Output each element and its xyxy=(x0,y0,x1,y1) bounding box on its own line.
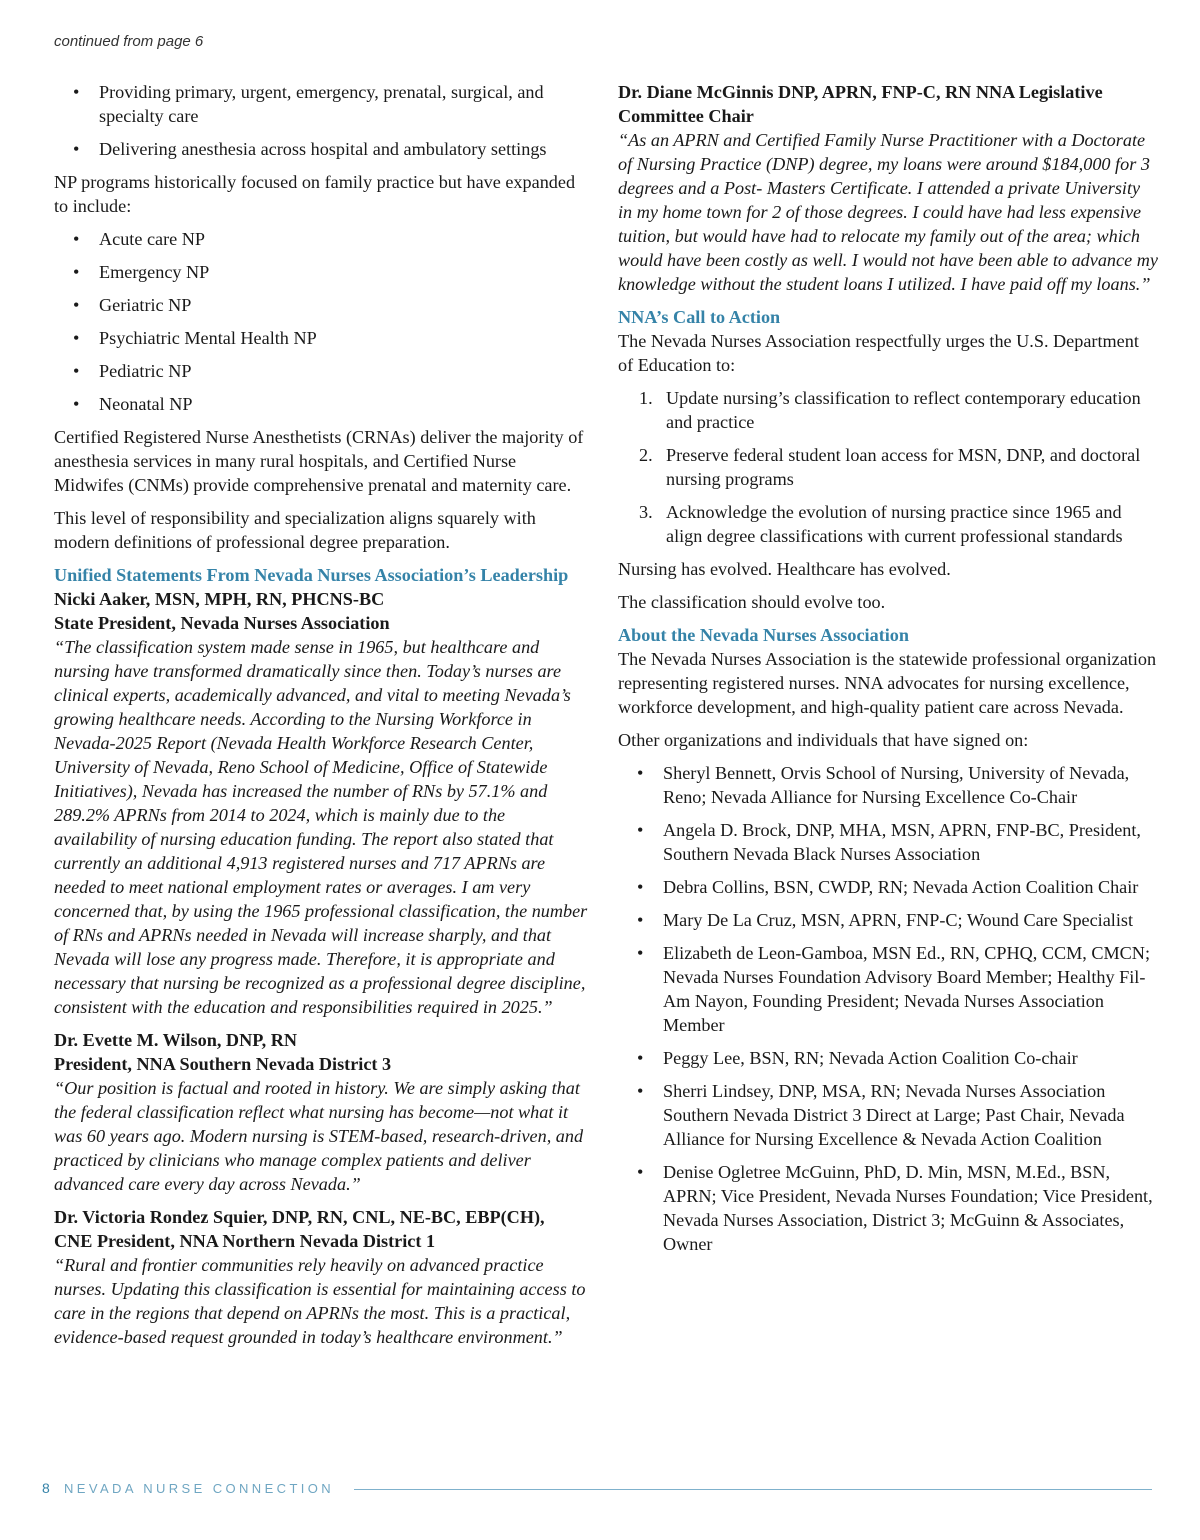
list-item: • Acute care NP xyxy=(54,227,588,251)
list-item: • Delivering anesthesia across hospital and ambulatory settings xyxy=(54,137,588,161)
list-item: • Sheryl Bennett, Orvis School of Nursing, University of Nevada, Reno; Nevada Alliance for Nursing Excellence Co-Chair xyxy=(618,761,1158,809)
list-item: • Providing primary, urgent, emergency, prenatal, surgical, and specialty care xyxy=(54,80,588,128)
page-footer xyxy=(42,1480,1152,1500)
list-item xyxy=(618,386,1158,434)
list-item: • Debra Collins, BSN, CWDP, RN; Nevada Action Coalition Chair xyxy=(618,875,1158,899)
list-item: • Geriatric NP xyxy=(54,293,588,317)
evolved-line: Nursing has evolved. Healthcare has evolved. xyxy=(618,559,951,579)
intro-bullet-list xyxy=(54,80,588,161)
continued-label: continued from page 6 xyxy=(54,33,204,50)
right-column xyxy=(618,80,1158,1265)
statement-name: Nicki Aaker, MSN, MPH, RN, PHCNS-BC xyxy=(54,589,385,609)
list-item: • Psychiatric Mental Health NP xyxy=(54,326,588,350)
alignment-paragraph: This level of responsibility and specialization aligns squarely with modern definitions of professional degree preparation. xyxy=(54,508,536,552)
statement-title: President, NNA Southern Nevada District 3 xyxy=(54,1054,392,1074)
statement-block xyxy=(54,1028,588,1196)
signers-list xyxy=(618,761,1158,1256)
list-item-text: Acknowledge the evolution of nursing practice since 1965 and align degree classifications with current professional standards xyxy=(666,502,1123,546)
list-item: • Neonatal NP xyxy=(54,392,588,416)
statement-title: State President, Nevada Nurses Association xyxy=(54,613,390,633)
list-item: • Peggy Lee, BSN, RN; Nevada Action Coalition Co-chair xyxy=(618,1046,1158,1070)
statement-block xyxy=(54,587,588,1019)
np-intro-paragraph: NP programs historically focused on family practice but have expanded to include: xyxy=(54,172,576,216)
list-number: 1. xyxy=(639,388,653,408)
signers-intro: Other organizations and individuals that have signed on: xyxy=(618,730,1029,750)
list-item-text: Preserve federal student loan access for MSN, DNP, and doctoral nursing programs xyxy=(666,445,1141,489)
statement-title: CNE President, NNA Northern Nevada District 1 xyxy=(54,1231,436,1251)
mcginnis-quote: “As an APRN and Certified Family Nurse Practitioner with a Doctorate of Nursing Practice (DNP) degree, my loans were around $184,000 for 3 degrees and a Post- Masters Certificate. I attended a private University in my home town for 2 of those degrees. I could have had less expensive tuition, but would have had to relocate my family out of the area; which would have been costly as well. I would not have been able to advance my knowledge without the student loans I utilized. I have paid off my loans.” xyxy=(618,130,1158,294)
list-item xyxy=(618,500,1158,548)
page-number: 8 xyxy=(42,1480,50,1496)
crna-paragraph: Certified Registered Nurse Anesthetists (CRNAs) deliver the majority of anesthesia services in many rural hospitals, and Certified Nurse Midwifes (CNMs) provide comprehensive prenatal and maternity care. xyxy=(54,427,584,495)
list-item: • Pediatric NP xyxy=(54,359,588,383)
list-item: • Mary De La Cruz, MSN, APRN, FNP-C; Wound Care Specialist xyxy=(618,908,1158,932)
statement-block xyxy=(54,1205,588,1349)
list-number: 3. xyxy=(639,502,653,522)
list-item: • Sherri Lindsey, DNP, MSA, RN; Nevada Nurses Association Southern Nevada District 3 Direct at Large; Past Chair, Nevada Alliance for Nursing Excellence & Nevada Action Coalition xyxy=(618,1079,1158,1151)
list-item xyxy=(618,443,1158,491)
list-item: • Elizabeth de Leon-Gamboa, MSN Ed., RN, CPHQ, CCM, CMCN; Nevada Nurses Foundation Advisory Board Member; Healthy Fil-Am Nayon, Founding President; Nevada Nurses Association Member xyxy=(618,941,1158,1037)
call-intro-paragraph: The Nevada Nurses Association respectfully urges the U.S. Department of Education to: xyxy=(618,331,1139,375)
statement-name: Dr. Victoria Rondez Squier, DNP, RN, CNL, NE-BC, EBP(CH), xyxy=(54,1207,545,1227)
about-paragraph: The Nevada Nurses Association is the statewide professional organization representing registered nurses. NNA advocates for nursing excellence, workforce development, and high-quality patient care across Nevada. xyxy=(618,649,1157,717)
call-to-action-list xyxy=(618,386,1158,548)
list-item: • Denise Ogletree McGuinn, PhD, D. Min, MSN, M.Ed., BSN, APRN; Vice President, Nevada Nurses Foundation; Vice President, Nevada Nurses Association, District 3; McGuinn & Associates, Owner xyxy=(618,1160,1158,1256)
mcginnis-name: Dr. Diane McGinnis DNP, APRN, FNP-C, RN NNA Legislative Committee Chair xyxy=(618,82,1103,126)
evolve-too-line: The classification should evolve too. xyxy=(618,592,886,612)
list-item-text: Update nursing’s classification to reflect contemporary education and practice xyxy=(666,388,1141,432)
np-bullet-list xyxy=(54,227,588,416)
list-number: 2. xyxy=(639,445,653,465)
call-to-action-heading: NNA’s Call to Action xyxy=(618,307,781,327)
footer-divider xyxy=(354,1489,1152,1490)
list-item: • Emergency NP xyxy=(54,260,588,284)
left-column xyxy=(54,80,588,1358)
list-item: • Angela D. Brock, DNP, MHA, MSN, APRN, FNP-BC, President, Southern Nevada Black Nurses Association xyxy=(618,818,1158,866)
statement-name: Dr. Evette M. Wilson, DNP, RN xyxy=(54,1030,298,1050)
statement-quote: “The classification system made sense in 1965, but healthcare and nursing have transformed dramatically since then. Today’s nurses are clinical experts, academically advanced, and vital to meeting Nevada’s growing healthcare needs. According to the Nursing Workforce in Nevada-2025 Report (Nevada Health Workforce Research Center, University of Nevada, Reno School of Medicine, Office of Statewide Initiatives), Nevada has increased the number of RNs by 57.1% and 289.2% APRNs from 2014 to 2024, which is mainly due to the availability of nursing education funding. The report also stated that currently an additional 4,913 registered nurses and 717 APRNs are needed to meet national employment rates or averages. I am very concerned that, by using the 1965 professional classification, the number of RNs and APRNs needed in Nevada will increase sharply, and that Nevada will lose any progress made. Therefore, it is appropriate and necessary that nursing be recognized as a professional degree discipline, consistent with the education and responsibilities required in 2025.” xyxy=(54,637,588,1017)
about-heading: About the Nevada Nurses Association xyxy=(618,625,910,645)
unified-statements-heading: Unified Statements From Nevada Nurses Association’s Leadership xyxy=(54,565,569,585)
statement-quote: “Rural and frontier communities rely heavily on advanced practice nurses. Updating this classification is essential for maintaining access to care in the regions that depend on APRNs the most. This is a practical, evidence-based request grounded in today’s healthcare environment.” xyxy=(54,1255,586,1347)
publication-name: NEVADA NURSE CONNECTION xyxy=(64,1481,335,1496)
statement-quote: “Our position is factual and rooted in history. We are simply asking that the federal classification reflect what nursing has become—not what it was 60 years ago. Modern nursing is STEM-based, research-driven, and practiced by clinicians who manage complex patients and deliver advanced care every day across Nevada.” xyxy=(54,1078,584,1194)
